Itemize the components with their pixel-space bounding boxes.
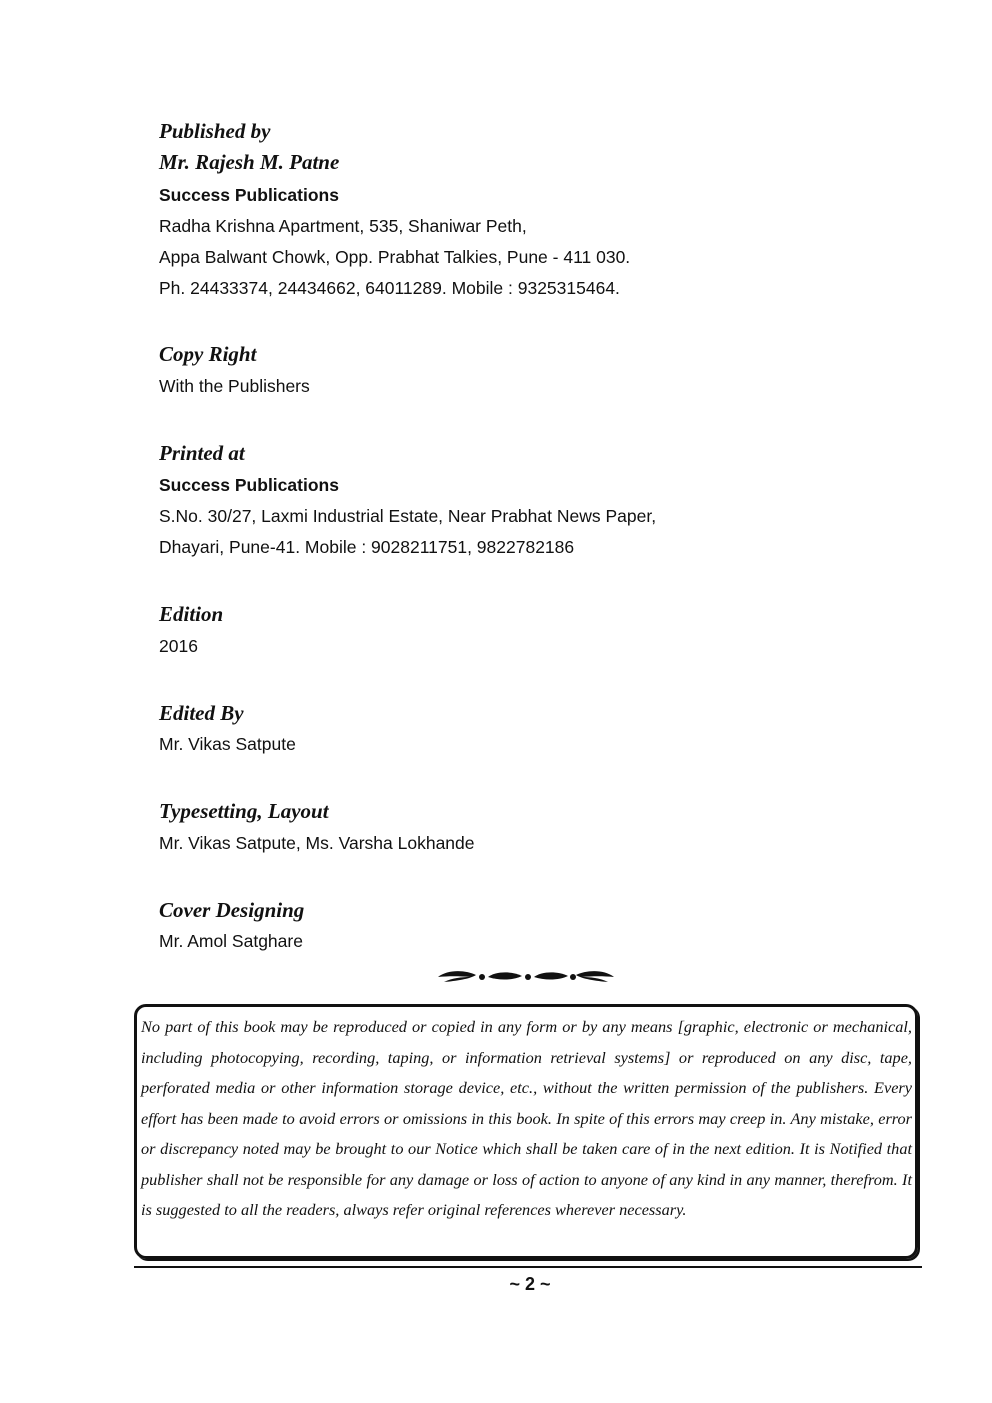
publisher-name: Mr. Rajesh M. Patne: [159, 150, 340, 174]
cover-designing-heading: Cover Designing: [159, 898, 305, 922]
published-by-heading: Published by: [159, 119, 271, 143]
copyright-value: With the Publishers: [159, 376, 310, 396]
edition-heading: Edition: [159, 602, 224, 626]
publisher-address-line1: Radha Krishna Apartment, 535, Shaniwar Peth,: [159, 216, 527, 236]
edited-by-value: Mr. Vikas Satpute: [159, 734, 296, 754]
typesetting-value: Mr. Vikas Satpute, Ms. Varsha Lokhande: [159, 833, 475, 853]
footer-divider: [134, 1266, 922, 1268]
edition-value: 2016: [159, 636, 198, 656]
printer-company: Success Publications: [159, 475, 339, 495]
printer-address-line2: Dhayari, Pune-41. Mobile : 9028211751, 9822782186: [159, 537, 575, 557]
publisher-address-line2: Appa Balwant Chowk, Opp. Prabhat Talkies, Pune - 411 030.: [159, 247, 631, 267]
decorative-divider-icon: [436, 966, 616, 988]
edited-by-heading: Edited By: [159, 701, 244, 725]
printed-at-heading: Printed at: [159, 441, 245, 465]
page-number: ~ 2 ~: [509, 1274, 551, 1294]
copyright-heading: Copy Right: [159, 342, 257, 366]
copyright-notice-text: No part of this book may be reproduced or copied in any form or by any means [graphic, electronic or mechanical, including photocopying, recording, taping, or information retrieval systems] or reproduced on any disc, tape, perforated media or other information storage device, etc., without the written permission of the publishers. Every effort has been made to avoid errors or omissions in this book. In spite of this errors may creep in. Any mistake, error or discrepancy noted may be brought to our Notice which shall be taken care of in the next edition. It is Notified that publisher shall not be responsible for any damage or loss of action to anyone of any kind in any manner, therefrom. It is suggested to all the readers, always refer original references wherever necessary.: [141, 1017, 912, 1219]
typesetting-heading: Typesetting, Layout: [159, 799, 329, 823]
publisher-phone-line: Ph. 24433374, 24434662, 64011289. Mobile : 9325315464.: [159, 278, 620, 298]
publisher-company: Success Publications: [159, 185, 339, 205]
cover-designing-value: Mr. Amol Satghare: [159, 931, 303, 951]
printer-address-line1: S.No. 30/27, Laxmi Industrial Estate, Near Prabhat News Paper,: [159, 506, 657, 526]
